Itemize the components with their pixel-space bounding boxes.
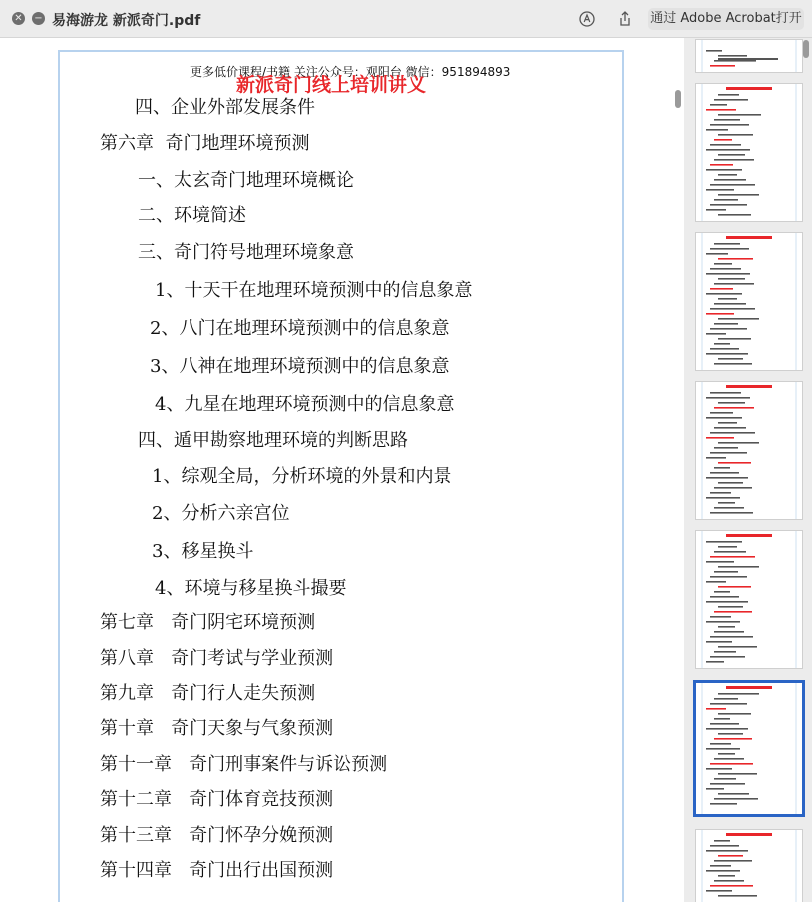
toc-entry: 第十三章 奇门怀孕分娩预测 bbox=[100, 825, 334, 846]
pdf-page bbox=[58, 50, 624, 902]
page-thumbnail[interactable] bbox=[696, 84, 802, 221]
toc-entry: 第九章 奇门行人走失预测 bbox=[100, 683, 316, 704]
open-with-acrobat-button[interactable]: 通过 Adobe Acrobat打开 bbox=[648, 8, 804, 30]
share-button[interactable] bbox=[615, 9, 635, 29]
share-icon bbox=[615, 9, 635, 29]
thumbnail-preview bbox=[696, 233, 802, 370]
toc-entry: 一、太玄奇门地理环境概论 bbox=[138, 170, 354, 191]
toc-entry: 第十章 奇门天象与气象预测 bbox=[100, 718, 334, 739]
close-icon: ✕ bbox=[14, 13, 23, 24]
page-logo-text: 新派奇门线上培训讲义 bbox=[236, 74, 427, 96]
thumbnail-preview bbox=[696, 40, 802, 72]
markup-pen-icon bbox=[577, 9, 597, 29]
toc-entry: 二、环境简述 bbox=[138, 205, 246, 226]
page-thumbnail[interactable] bbox=[696, 382, 802, 519]
toc-entry: 第十二章 奇门体育竞技预测 bbox=[100, 789, 334, 810]
toc-entry: 1、十天干在地理环境预测中的信息象意 bbox=[155, 280, 473, 301]
page-thumbnail[interactable] bbox=[696, 683, 802, 814]
window-title: 易海游龙 新派奇门.pdf bbox=[52, 13, 201, 29]
toc-entry: 第十四章 奇门出行出国预测 bbox=[100, 860, 334, 881]
document-view[interactable] bbox=[0, 38, 684, 902]
markup-button[interactable] bbox=[577, 9, 597, 29]
toc-entry: 1、综观全局，分析环境的外景和内景 bbox=[152, 466, 452, 487]
document-scrollbar[interactable] bbox=[675, 90, 681, 108]
thumbnail-preview bbox=[696, 683, 802, 814]
toc-entry: 3、八神在地理环境预测中的信息象意 bbox=[150, 356, 450, 377]
page-header-text: 更多低价课程/书籍 关注公众号：观阳台 微信：951894893 bbox=[190, 65, 511, 79]
toc-entry: 四、遁甲勘察地理环境的判断思路 bbox=[138, 430, 408, 451]
toc-entry: 第六章 奇门地理环境预测 bbox=[100, 133, 310, 154]
toc-entry: 3、移星换斗 bbox=[152, 541, 254, 562]
page-thumbnail[interactable] bbox=[696, 830, 802, 902]
page-thumbnail[interactable] bbox=[696, 40, 802, 72]
toc-entry: 2、分析六亲宫位 bbox=[152, 503, 290, 524]
thumbnail-preview bbox=[696, 830, 802, 902]
toc-entry: 2、八门在地理环境预测中的信息象意 bbox=[150, 318, 450, 339]
thumbnail-preview bbox=[696, 84, 802, 221]
page-thumbnail[interactable] bbox=[696, 531, 802, 668]
thumbnail-preview bbox=[696, 531, 802, 668]
toc-entry: 4、九星在地理环境预测中的信息象意 bbox=[155, 394, 455, 415]
toc-entry: 三、奇门符号地理环境象意 bbox=[138, 242, 354, 263]
toc-entry: 4、环境与移星换斗撮要 bbox=[155, 578, 347, 599]
sidebar-scrollbar[interactable] bbox=[803, 40, 809, 58]
toc-entry: 四、企业外部发展条件 bbox=[135, 97, 315, 118]
thumbnail-preview bbox=[696, 382, 802, 519]
page-thumbnail[interactable] bbox=[696, 233, 802, 370]
toc-entry: 第八章 奇门考试与学业预测 bbox=[100, 648, 334, 669]
hide-window-button[interactable] bbox=[32, 12, 45, 25]
close-window-button[interactable] bbox=[12, 12, 25, 25]
toc-entry: 第十一章 奇门刑事案件与诉讼预测 bbox=[100, 754, 388, 775]
toc-entry: 第七章 奇门阴宅环境预测 bbox=[100, 612, 316, 633]
title-bar bbox=[0, 0, 812, 38]
minus-icon: − bbox=[34, 13, 43, 24]
